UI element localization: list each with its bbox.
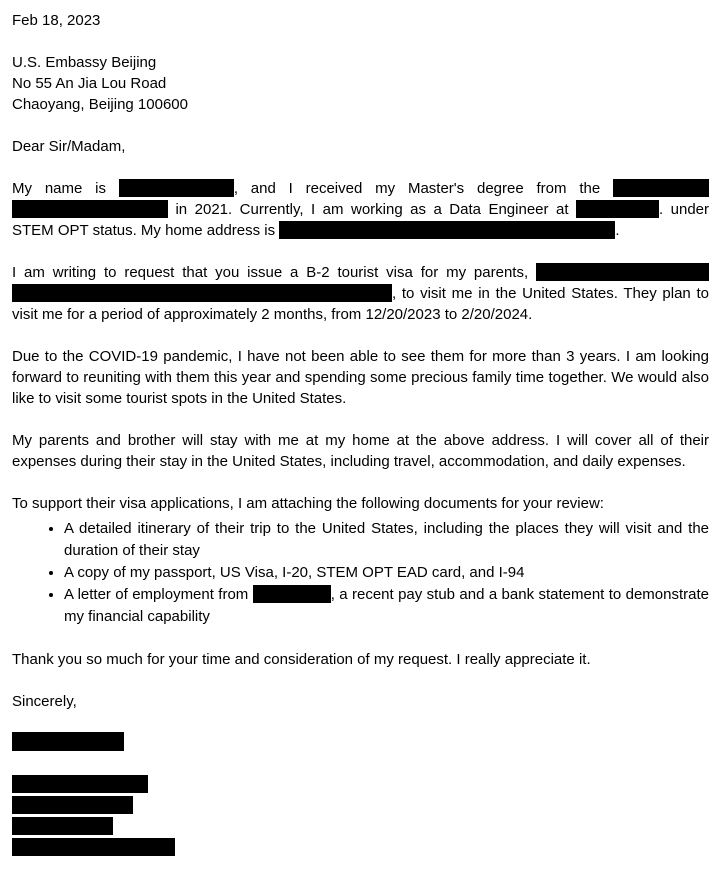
recipient-address-line-2: No 55 An Jia Lou Road — [12, 75, 167, 92]
redacted-employer — [576, 200, 659, 218]
paragraph-visa-request: I am writing to request that you issue a B-2 tourist visa for my parents, , to visit me in the United States. They plan to visit me for a period of approximately 2 months, from 12/20/2023 to 2/20/2024. — [12, 264, 709, 323]
redacted-contact-details — [12, 775, 709, 856]
attachment-item-itinerary: • A detailed itinerary of their trip to the United States, including the places they will visit and the duration of their stay — [64, 518, 709, 562]
recipient-address — [12, 52, 709, 115]
redacted-university — [613, 179, 709, 197]
attachment-item-identity-documents: • A copy of my passport, US Visa, I-20, STEM OPT EAD card, and I-94 — [64, 562, 709, 584]
letter-date: Feb 18, 2023 — [12, 12, 101, 29]
redacted-parent-names — [536, 263, 709, 281]
redacted-contact-line — [12, 796, 133, 814]
paragraph-attachments-intro: To support their visa applications, I am attaching the following documents for your review: — [12, 495, 604, 512]
salutation: Dear Sir/Madam, — [12, 138, 126, 155]
redacted-university — [12, 200, 168, 218]
attachments-list — [12, 518, 709, 628]
recipient-address-line-3: Chaoyang, Beijing 100600 — [12, 96, 188, 113]
redacted-employer — [253, 585, 331, 603]
redacted-name — [119, 179, 234, 197]
recipient-address-line-1: U.S. Embassy Beijing — [12, 54, 157, 71]
redacted-parent-names — [12, 284, 392, 302]
paragraph-covid-reason: Due to the COVID-19 pandemic, I have not been able to see them for more than 3 years. I am looking forward to reuniting with them this year and spending some precious family time together. We would also like to visit some tourist spots in the United States. — [12, 348, 709, 407]
redacted-contact-line — [12, 775, 148, 793]
signoff: Sincerely, — [12, 693, 77, 710]
redacted-signature-name — [12, 732, 124, 751]
redacted-contact-line — [12, 838, 175, 856]
paragraph-stay-expenses: My parents and brother will stay with me at my home at the above address. I will cover all of their expenses during their stay in the United States, including travel, accommodation, and daily expenses. — [12, 432, 709, 470]
attachment-item-employment-finance: • A letter of employment from , a recent pay stub and a bank statement to demonstrate my financial capability — [64, 584, 709, 628]
redacted-contact-line — [12, 817, 113, 835]
paragraph-thanks: Thank you so much for your time and consideration of my request. I really appreciate it. — [12, 651, 591, 668]
redacted-home-address — [279, 221, 615, 239]
signature-block — [12, 732, 709, 856]
paragraph-introduction: My name is , and I received my Master's degree from the in 2021. Currently, I am working as a Data Engineer at . under STEM OPT status. My home address is . — [12, 180, 709, 239]
